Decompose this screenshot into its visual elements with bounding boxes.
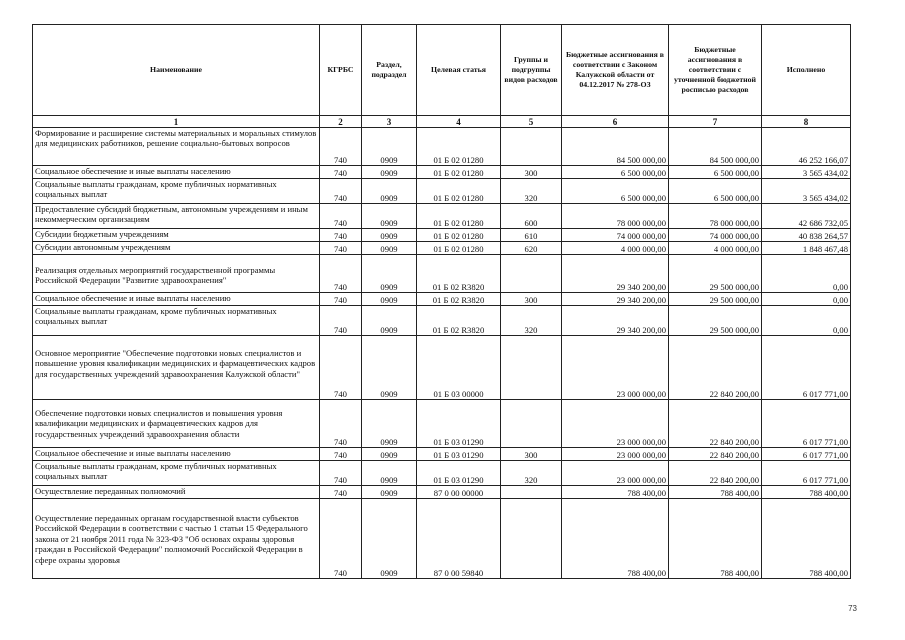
row-section: 0909 xyxy=(362,306,417,336)
header-executed: Исполнено xyxy=(762,25,851,116)
column-number: 8 xyxy=(762,116,851,128)
row-name: Социальные выплаты гражданам, кроме публичных нормативных социальных выплат xyxy=(33,461,320,486)
row-name: Осуществление переданных полномочий xyxy=(33,486,320,499)
row-name: Предоставление субсидий бюджетным, автономным учреждениям и иным некоммерческим организациям xyxy=(33,204,320,229)
row-refined-amount: 74 000 000,00 xyxy=(669,229,762,242)
row-refined-amount: 22 840 200,00 xyxy=(669,400,762,448)
row-target: 01 Б 02 01280 xyxy=(417,128,501,166)
row-section: 0909 xyxy=(362,179,417,204)
row-law-amount: 4 000 000,00 xyxy=(562,242,669,255)
table-row xyxy=(33,204,851,229)
row-kgrbs: 740 xyxy=(320,486,362,499)
row-target: 87 0 00 00000 xyxy=(417,486,501,499)
row-group xyxy=(501,336,562,400)
row-target: 01 Б 02 01280 xyxy=(417,204,501,229)
row-executed-amount: 42 686 732,05 xyxy=(762,204,851,229)
row-target: 01 Б 02 01280 xyxy=(417,242,501,255)
row-executed-amount: 1 848 467,48 xyxy=(762,242,851,255)
row-section: 0909 xyxy=(362,229,417,242)
row-group: 300 xyxy=(501,293,562,306)
row-law-amount: 23 000 000,00 xyxy=(562,448,669,461)
row-name: Основное мероприятие "Обеспечение подготовки новых специалистов и повышение уровня квалификации медицинских и фармацевтических кадров для государственных учреждений здравоохранения Калужской области" xyxy=(33,336,320,400)
row-executed-amount: 40 838 264,57 xyxy=(762,229,851,242)
column-number: 1 xyxy=(33,116,320,128)
row-law-amount: 78 000 000,00 xyxy=(562,204,669,229)
row-kgrbs: 740 xyxy=(320,128,362,166)
row-group: 300 xyxy=(501,166,562,179)
row-executed-amount: 6 017 771,00 xyxy=(762,448,851,461)
row-kgrbs: 740 xyxy=(320,336,362,400)
row-name: Социальное обеспечение и иные выплаты населению xyxy=(33,166,320,179)
row-law-amount: 23 000 000,00 xyxy=(562,461,669,486)
column-number: 7 xyxy=(669,116,762,128)
row-target: 01 Б 02 01280 xyxy=(417,179,501,204)
row-refined-amount: 788 400,00 xyxy=(669,486,762,499)
row-name: Осуществление переданных органам государственной власти субъектов Российской Федерации в соответствии с частью 1 статьи 15 Федерального закона от 21 ноября 2011 года № 323-ФЗ "Об основах охраны здоровья граждан в Российской Федерации" полномочий Российской Федерации в сфере охраны здоровья xyxy=(33,499,320,579)
row-kgrbs: 740 xyxy=(320,179,362,204)
row-refined-amount: 22 840 200,00 xyxy=(669,448,762,461)
row-name: Обеспечение подготовки новых специалистов и повышения уровня квалификации медицинских и фармацевтических кадров для государственных учреждений здравоохранения области xyxy=(33,400,320,448)
row-target: 87 0 00 59840 xyxy=(417,499,501,579)
table-row xyxy=(33,128,851,166)
row-refined-amount: 788 400,00 xyxy=(669,499,762,579)
row-group: 320 xyxy=(501,179,562,204)
row-kgrbs: 740 xyxy=(320,461,362,486)
header-kgrbs: КГРБС xyxy=(320,25,362,116)
row-section: 0909 xyxy=(362,486,417,499)
column-number: 3 xyxy=(362,116,417,128)
row-section: 0909 xyxy=(362,461,417,486)
row-law-amount: 29 340 200,00 xyxy=(562,255,669,293)
row-refined-amount: 29 500 000,00 xyxy=(669,255,762,293)
row-executed-amount: 0,00 xyxy=(762,255,851,293)
row-kgrbs: 740 xyxy=(320,293,362,306)
row-group: 320 xyxy=(501,461,562,486)
row-group: 320 xyxy=(501,306,562,336)
table-row xyxy=(33,166,851,179)
row-target: 01 Б 02 R3820 xyxy=(417,306,501,336)
row-name: Социальное обеспечение и иные выплаты населению xyxy=(33,448,320,461)
row-refined-amount: 22 840 200,00 xyxy=(669,336,762,400)
row-refined-amount: 6 500 000,00 xyxy=(669,166,762,179)
table-row xyxy=(33,255,851,293)
row-group xyxy=(501,400,562,448)
row-section: 0909 xyxy=(362,255,417,293)
column-number: 5 xyxy=(501,116,562,128)
row-executed-amount: 0,00 xyxy=(762,293,851,306)
table-row xyxy=(33,486,851,499)
budget-table xyxy=(32,24,851,579)
row-executed-amount: 0,00 xyxy=(762,306,851,336)
row-law-amount: 23 000 000,00 xyxy=(562,336,669,400)
budget-report-sheet xyxy=(32,24,850,579)
table-row xyxy=(33,242,851,255)
row-group: 300 xyxy=(501,448,562,461)
row-law-amount: 74 000 000,00 xyxy=(562,229,669,242)
row-refined-amount: 29 500 000,00 xyxy=(669,293,762,306)
row-target: 01 Б 02 01280 xyxy=(417,229,501,242)
row-group: 600 xyxy=(501,204,562,229)
row-law-amount: 84 500 000,00 xyxy=(562,128,669,166)
table-row xyxy=(33,461,851,486)
row-section: 0909 xyxy=(362,499,417,579)
row-group xyxy=(501,486,562,499)
row-law-amount: 6 500 000,00 xyxy=(562,179,669,204)
header-row xyxy=(33,25,851,116)
row-kgrbs: 740 xyxy=(320,448,362,461)
row-kgrbs: 740 xyxy=(320,204,362,229)
row-section: 0909 xyxy=(362,128,417,166)
row-refined-amount: 78 000 000,00 xyxy=(669,204,762,229)
row-law-amount: 29 340 200,00 xyxy=(562,306,669,336)
row-target: 01 Б 02 R3820 xyxy=(417,255,501,293)
row-executed-amount: 788 400,00 xyxy=(762,499,851,579)
column-number-row xyxy=(33,116,851,128)
row-kgrbs: 740 xyxy=(320,400,362,448)
row-target: 01 Б 03 01290 xyxy=(417,461,501,486)
row-law-amount: 788 400,00 xyxy=(562,499,669,579)
row-kgrbs: 740 xyxy=(320,499,362,579)
row-refined-amount: 84 500 000,00 xyxy=(669,128,762,166)
row-group xyxy=(501,255,562,293)
row-group xyxy=(501,128,562,166)
row-section: 0909 xyxy=(362,293,417,306)
header-law: Бюджетные ассигнования в соответствии с Законом Калужской области от 04.12.2017 № 278-ОЗ xyxy=(562,25,669,116)
table-row xyxy=(33,400,851,448)
row-kgrbs: 740 xyxy=(320,255,362,293)
table-row xyxy=(33,293,851,306)
row-section: 0909 xyxy=(362,166,417,179)
header-section: Раздел, подраздел xyxy=(362,25,417,116)
row-target: 01 Б 03 00000 xyxy=(417,336,501,400)
row-executed-amount: 3 565 434,02 xyxy=(762,166,851,179)
row-group: 620 xyxy=(501,242,562,255)
row-target: 01 Б 02 01280 xyxy=(417,166,501,179)
table-row xyxy=(33,448,851,461)
row-refined-amount: 22 840 200,00 xyxy=(669,461,762,486)
row-target: 01 Б 03 01290 xyxy=(417,400,501,448)
row-kgrbs: 740 xyxy=(320,306,362,336)
row-name: Социальные выплаты гражданам, кроме публичных нормативных социальных выплат xyxy=(33,179,320,204)
column-number: 6 xyxy=(562,116,669,128)
row-executed-amount: 788 400,00 xyxy=(762,486,851,499)
row-section: 0909 xyxy=(362,400,417,448)
row-name: Субсидии бюджетным учреждениям xyxy=(33,229,320,242)
row-name: Формирование и расширение системы материальных и моральных стимулов для медицинских работников, решение социально-бытовых вопросов xyxy=(33,128,320,166)
row-executed-amount: 6 017 771,00 xyxy=(762,461,851,486)
header-refined: Бюджетные ассигнования в соответствии с уточненной бюджетной росписью расходов xyxy=(669,25,762,116)
row-group: 610 xyxy=(501,229,562,242)
column-number: 4 xyxy=(417,116,501,128)
row-executed-amount: 6 017 771,00 xyxy=(762,336,851,400)
table-row xyxy=(33,306,851,336)
header-target: Целевая статья xyxy=(417,25,501,116)
row-section: 0909 xyxy=(362,204,417,229)
row-law-amount: 29 340 200,00 xyxy=(562,293,669,306)
column-number: 2 xyxy=(320,116,362,128)
table-row xyxy=(33,336,851,400)
row-kgrbs: 740 xyxy=(320,166,362,179)
row-executed-amount: 46 252 166,07 xyxy=(762,128,851,166)
page-number: 73 xyxy=(848,604,857,613)
header-name: Наименование xyxy=(33,25,320,116)
row-law-amount: 6 500 000,00 xyxy=(562,166,669,179)
row-kgrbs: 740 xyxy=(320,242,362,255)
row-name: Субсидии автономным учреждениям xyxy=(33,242,320,255)
row-target: 01 Б 03 01290 xyxy=(417,448,501,461)
row-section: 0909 xyxy=(362,448,417,461)
row-group xyxy=(501,499,562,579)
row-executed-amount: 6 017 771,00 xyxy=(762,400,851,448)
row-refined-amount: 4 000 000,00 xyxy=(669,242,762,255)
table-row xyxy=(33,499,851,579)
row-name: Социальное обеспечение и иные выплаты населению xyxy=(33,293,320,306)
row-refined-amount: 29 500 000,00 xyxy=(669,306,762,336)
table-row xyxy=(33,229,851,242)
header-group: Группы и подгруппы видов расходов xyxy=(501,25,562,116)
row-law-amount: 788 400,00 xyxy=(562,486,669,499)
row-name: Реализация отдельных мероприятий государственной программы Российской Федерации "Развитие здравоохранения" xyxy=(33,255,320,293)
row-refined-amount: 6 500 000,00 xyxy=(669,179,762,204)
row-law-amount: 23 000 000,00 xyxy=(562,400,669,448)
row-target: 01 Б 02 R3820 xyxy=(417,293,501,306)
row-name: Социальные выплаты гражданам, кроме публичных нормативных социальных выплат xyxy=(33,306,320,336)
row-section: 0909 xyxy=(362,242,417,255)
row-section: 0909 xyxy=(362,336,417,400)
table-row xyxy=(33,179,851,204)
row-executed-amount: 3 565 434,02 xyxy=(762,179,851,204)
row-kgrbs: 740 xyxy=(320,229,362,242)
